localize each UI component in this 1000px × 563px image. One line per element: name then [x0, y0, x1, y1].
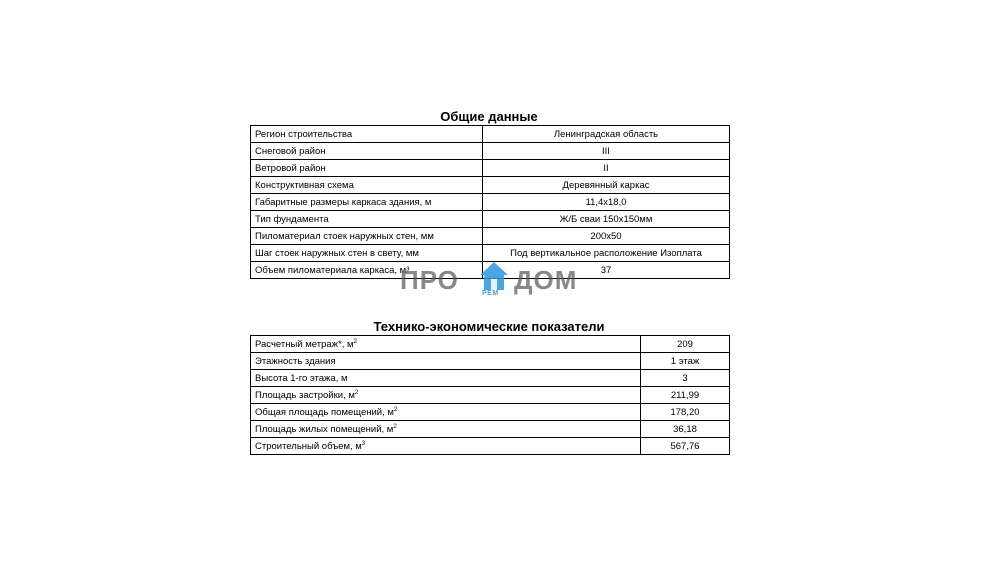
table-row — [251, 177, 730, 194]
general-data-table — [250, 125, 730, 279]
table-row — [251, 211, 730, 228]
row-value: 3 — [641, 370, 730, 387]
table-row — [251, 126, 730, 143]
table-row — [251, 404, 730, 421]
row-value: II — [483, 160, 730, 177]
table-row — [251, 336, 730, 353]
row-value: 1 этаж — [641, 353, 730, 370]
row-label: Снеговой район — [251, 143, 483, 160]
watermark-left-text: ПРО — [400, 265, 459, 295]
row-label: Конструктивная схема — [251, 177, 483, 194]
table-row — [251, 160, 730, 177]
table-row — [251, 245, 730, 262]
table-row — [251, 387, 730, 404]
row-value: 11,4х18,0 — [483, 194, 730, 211]
row-value: 36,18 — [641, 421, 730, 438]
row-value: 37 — [483, 262, 730, 279]
general-data-title: Общие данные — [440, 109, 538, 124]
table-row — [251, 353, 730, 370]
table-row — [251, 228, 730, 245]
watermark-sub-text: РЕМ — [482, 290, 499, 297]
row-value: 200х50 — [483, 228, 730, 245]
row-label: Высота 1-го этажа, м — [251, 370, 641, 387]
row-label: Пиломатериал стоек наружных стен, мм — [251, 228, 483, 245]
row-value: 178,20 — [641, 404, 730, 421]
row-label: Ветровой район — [251, 160, 483, 177]
row-label: Габаритные размеры каркаса здания, м — [251, 194, 483, 211]
row-value: 211,99 — [641, 387, 730, 404]
row-value: Деревянный каркас — [483, 177, 730, 194]
row-label: Объем пиломатериала каркаса, м³ — [251, 262, 483, 279]
row-label: Площадь жилых помещений, $м^2$ — [251, 421, 641, 438]
row-value: III — [483, 143, 730, 160]
row-label: Общая площадь помещений, $м^2$ — [251, 404, 641, 421]
table-row — [251, 194, 730, 211]
row-label: Этажность здания — [251, 353, 641, 370]
watermark-right-text: ДОМ — [514, 265, 578, 295]
row-label: Расчетный метраж*, $м^2$ — [251, 336, 641, 353]
row-label: Строительный объем, $м^3$ — [251, 438, 641, 455]
table-row — [251, 370, 730, 387]
row-label: Шаг стоек наружных стен в свету, мм — [251, 245, 483, 262]
row-value: 567,76 — [641, 438, 730, 455]
row-value: Ленинградская область — [483, 126, 730, 143]
row-value: 209 — [641, 336, 730, 353]
table-row — [251, 143, 730, 160]
row-value: Ж/Б сваи 150х150мм — [483, 211, 730, 228]
row-value: Под вертикальное расположение Изоплата — [483, 245, 730, 262]
table-row — [251, 421, 730, 438]
tech-econ-title: Технико-экономические показатели — [373, 319, 605, 334]
row-label: Регион строительства — [251, 126, 483, 143]
table-row — [251, 438, 730, 455]
tech-econ-table — [250, 335, 730, 455]
row-label: Площадь застройки, $м^2$ — [251, 387, 641, 404]
table-row — [251, 262, 730, 279]
row-label: Тип фундамента — [251, 211, 483, 228]
